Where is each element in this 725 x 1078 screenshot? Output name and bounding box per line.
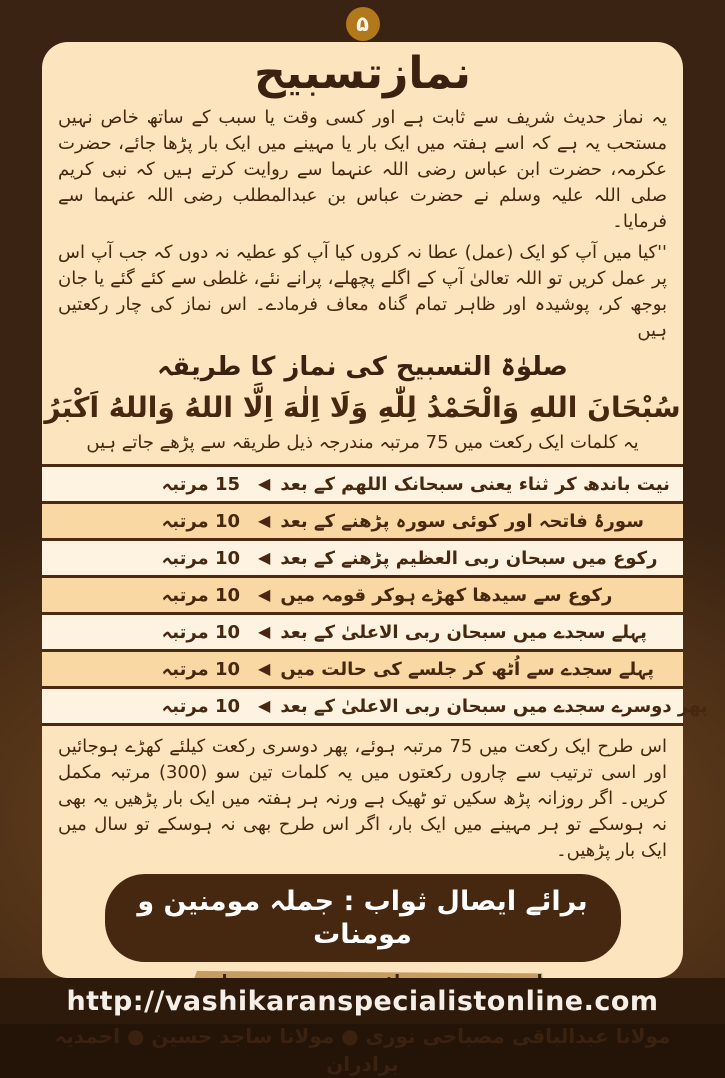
table-row xyxy=(42,501,683,538)
row-text: رکوع میں سبحان ربی العظیم پڑھنے کے بعد xyxy=(280,547,658,569)
page-number-badge xyxy=(346,7,380,41)
row-count: 15 مرتبہ xyxy=(161,473,240,495)
intro-paragraph-2: ''کیا میں آپ کو ایک (عمل) عطا نہ کروں کیا آپ کو عطیہ نہ دوں کہ جب آپ اس پر عمل کریں تو اللہ تعالیٰ آپ کے اگلے پچھلے، پرانے نئے، غلطی سے کئے گئے یا جان بوجھ کر، پوشیدہ اور ظاہر تمام گناہ معاف فرمادے۔ اس نماز کی چار رکعتیں ہیں xyxy=(58,242,667,341)
closing-paragraph: اس طرح ایک رکعت میں 75 مرتبہ ہوئے، پھر دوسری رکعت کیلئے کھڑے ہوجائیں اور اسی ترتیب سے چاروں رکعتوں میں یہ کلمات تین سو (300) مرتبہ مکمل کریں۔ اگر روزانہ پڑھ سکیں تو ٹھیک ہے ورنہ ہر ہفتہ میں ایک بار پڑھیں یہ بھی نہ ہوسکے تو ہر مہینے میں ایک بار، اگر اس طرح بھی نہ ہوسکے تو سال میں ایک بار پڑھیں۔ xyxy=(58,736,667,861)
left-triangle-icon: ◀ xyxy=(258,548,271,567)
row-count: 10 مرتبہ xyxy=(161,584,240,606)
left-triangle-icon: ◀ xyxy=(258,622,271,641)
left-triangle-icon: ◀ xyxy=(258,474,271,493)
row-count: 10 مرتبہ xyxy=(161,547,240,569)
page-number: ۵ xyxy=(356,12,369,36)
row-text: پہلے سجدے میں سبحان ربی الاعلیٰ کے بعد xyxy=(280,621,647,643)
intro-paragraph-1: یہ نماز حدیث شریف سے ثابت ہے اور کسی وقت یا سبب کے ساتھ خاص نہیں مستحب یہ ہے کہ اسے ہفتہ میں ایک بار یا مہینے میں ایک بار پڑھا جائے، حضرت عکرمہ، حضرت ابن عباس رضی اللہ عنہما سے روایت کرتے ہیں کہ نبی کریم صلی اللہ علیہ وسلم نے حضرت عباس بن عبدالمطلب رضی اللہ عنہما سے فرمایا۔ xyxy=(58,107,667,232)
table-row xyxy=(42,649,683,686)
left-triangle-icon: ◀ xyxy=(258,585,271,604)
table-row xyxy=(42,538,683,575)
tasbih-note: یہ کلمات ایک رکعت میں 75 مرتبہ مندرجہ ذیل طریقہ سے پڑھے جاتے ہیں xyxy=(86,432,639,453)
row-text: نیت باندھ کر ثناء یعنی سبحانک اللھم کے بعد xyxy=(280,473,670,495)
page-title: نمازتسبیح xyxy=(254,48,471,99)
row-count: 10 مرتبہ xyxy=(161,621,240,643)
left-triangle-icon: ◀ xyxy=(258,696,271,715)
table-row xyxy=(42,686,708,723)
footer-names: مولانا عبدالباقی مصباحی نوری ● مولانا ساجد حسین ● احمدیہ برادران xyxy=(54,1024,671,1076)
row-count: 10 مرتبہ xyxy=(161,658,240,680)
website-url[interactable]: http://vashikaranspecialistonline.com xyxy=(66,985,659,1017)
table-row xyxy=(42,612,683,649)
tasbih-arabic-text: سُبْحَانَ اللهِ وَالْحَمْدُ لِلّٰهِ وَلَا اِلٰهَ اِلَّا اللهُ وَاللهُ اَكْبَرُ xyxy=(44,391,681,424)
row-text: رکوع سے سیدھا کھڑے ہوکر قومہ میں xyxy=(280,584,613,606)
row-text: سورۂ فاتحہ اور کوئی سورہ پڑھنے کے بعد xyxy=(280,510,644,532)
esaal-sawab-banner: برائے ایصال ثواب : جملہ مومنین و مومنات xyxy=(105,874,621,962)
row-text: پہلے سجدے سے اُٹھ کر جلسے کی حالت میں xyxy=(280,658,655,680)
table-row xyxy=(42,575,683,612)
method-heading: صلوٰۃ التسبیح کی نماز کا طریقہ xyxy=(157,352,568,382)
url-bar xyxy=(0,978,725,1024)
left-triangle-icon: ◀ xyxy=(258,511,271,530)
left-triangle-icon: ◀ xyxy=(258,659,271,678)
row-count: 10 مرتبہ xyxy=(161,510,240,532)
tasbih-table xyxy=(42,464,708,726)
row-text: پھر دوسرے سجدے میں سبحان ربی الاعلیٰ کے بعد xyxy=(280,695,708,717)
row-count: 10 مرتبہ xyxy=(161,695,240,717)
table-row xyxy=(42,467,683,501)
